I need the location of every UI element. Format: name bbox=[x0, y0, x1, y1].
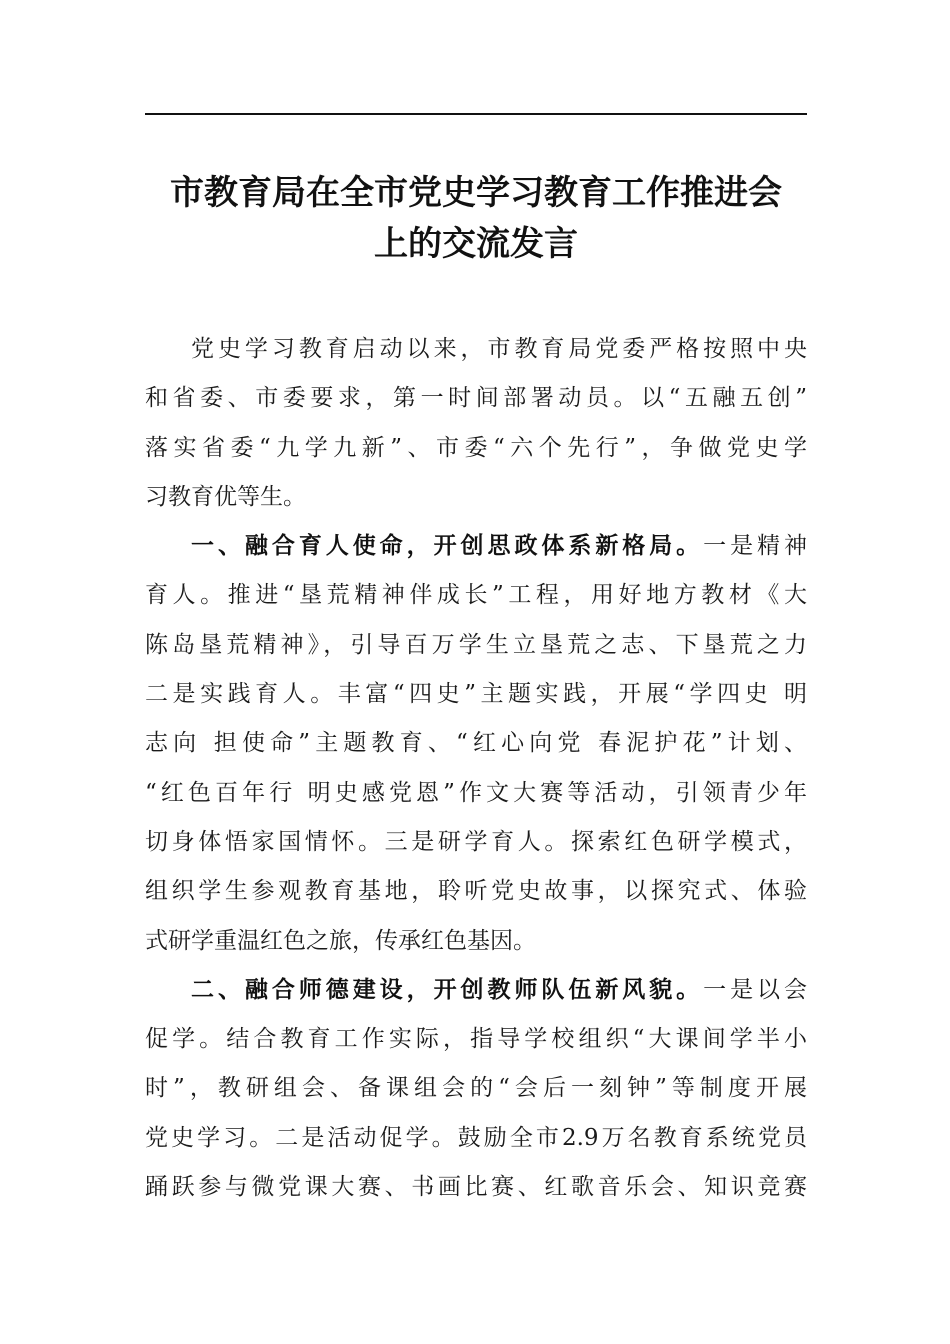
text-line: 习教育优等生。 bbox=[145, 483, 306, 510]
text-line: 切身体悟家国情怀。三是研学育人。探索红色研学模式， bbox=[145, 828, 807, 855]
text-line: 踊跃参与微党课大赛、书画比赛、红歌音乐会、知识竞赛 bbox=[145, 1174, 807, 1201]
document-title bbox=[145, 168, 807, 270]
text-line: 二是实践育人。丰富“四史”主题实践，开展“学四史 明 bbox=[145, 681, 807, 708]
text-line bbox=[145, 522, 807, 571]
text-line: 组织学生参观教育基地，聆听党史故事，以探究式、体验 bbox=[145, 878, 807, 905]
section-heading-1: 一、融合育人使命，开创思政体系新格局。 bbox=[191, 533, 704, 560]
title-line-2: 上的交流发言 bbox=[374, 224, 578, 264]
document-body bbox=[145, 325, 807, 1212]
text-line bbox=[145, 966, 807, 1015]
text-line: 陈岛垦荒精神》，引导百万学生立垦荒之志、下垦荒之力 bbox=[145, 631, 807, 658]
text-line: 党史学习教育启动以来，市教育局党委严格按照中央 bbox=[191, 336, 807, 362]
section-heading-2: 二、融合师德建设，开创教师队伍新风貌。 bbox=[191, 976, 704, 1003]
heading-line-rest: 一是精神 bbox=[703, 533, 808, 560]
paragraph-intro bbox=[145, 325, 807, 522]
text-line: “红色百年行 明史感党恩”作文大赛等活动，引领青少年 bbox=[145, 779, 807, 806]
text-line: 式研学重温红色之旅，传承红色基因。 bbox=[145, 927, 536, 954]
header-rule bbox=[145, 113, 807, 115]
text-line: 育人。推进“垦荒精神伴成长”工程，用好地方教材《大 bbox=[145, 582, 807, 609]
text-line: 党史学习。二是活动促学。鼓励全市2.9万名教育系统党员 bbox=[145, 1124, 807, 1151]
text-line: 时”，教研组会、备课组会的“会后一刻钟”等制度开展 bbox=[145, 1075, 807, 1102]
text-line: 志向 担使命”主题教育、“红心向党 春泥护花”计划、 bbox=[145, 730, 807, 757]
text-line: 促学。结合教育工作实际，指导学校组织“大课间学半小 bbox=[145, 1026, 807, 1053]
text-line: 和省委、市委要求，第一时间部署动员。以“五融五创” bbox=[145, 385, 807, 412]
title-line-1: 市教育局在全市党史学习教育工作推进会 bbox=[170, 173, 782, 213]
paragraph-section-1 bbox=[145, 522, 807, 966]
text-line: 落实省委“九学九新”、市委“六个先行”，争做党史学 bbox=[145, 434, 807, 461]
paragraph-section-2 bbox=[145, 966, 807, 1212]
heading-line-rest: 一是以会 bbox=[703, 976, 808, 1003]
